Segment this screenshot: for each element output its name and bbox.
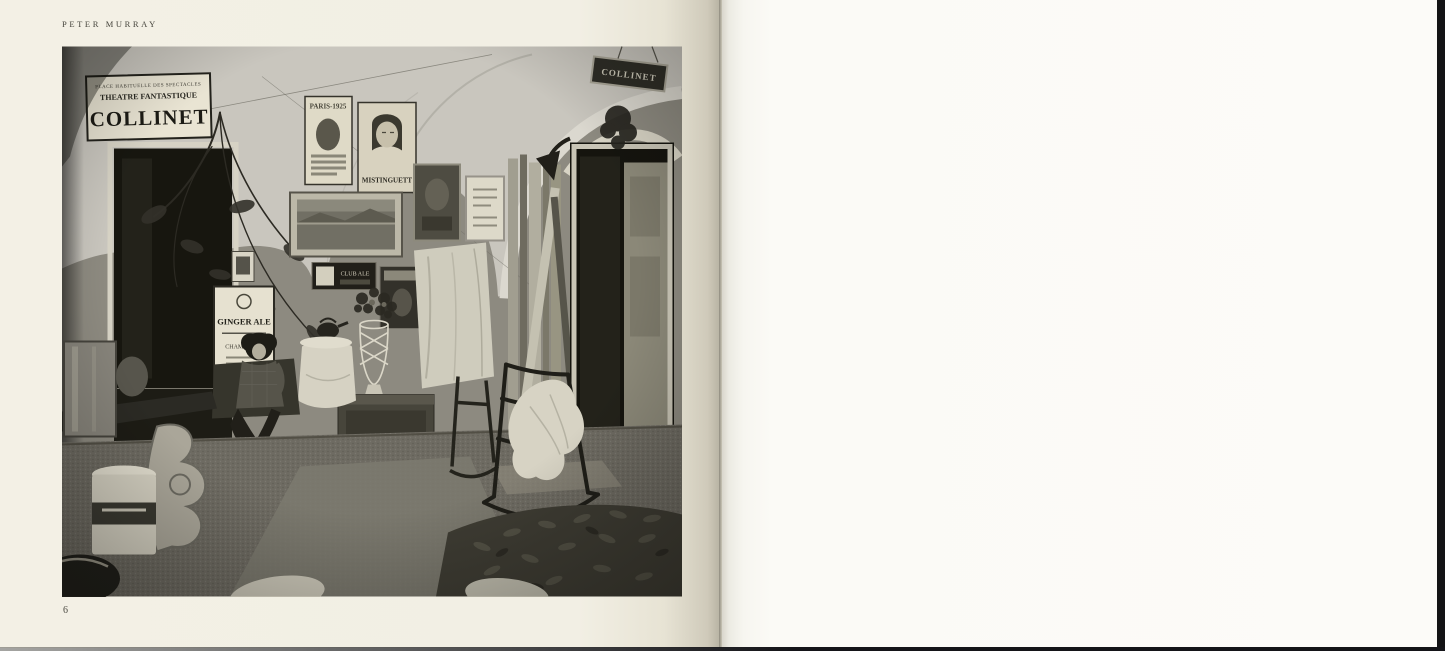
book-edge-right [1437, 0, 1445, 651]
right-page [722, 0, 1438, 648]
photo-vignette [62, 47, 682, 597]
book-edge-bottom [0, 647, 1445, 651]
running-header: PETER MURRAY [62, 19, 158, 29]
studio-photograph [62, 46, 682, 597]
left-page [0, 0, 722, 648]
page-number-left: 6 [63, 605, 68, 616]
studio-photograph-art [62, 46, 682, 597]
gutter-line [719, 0, 722, 648]
